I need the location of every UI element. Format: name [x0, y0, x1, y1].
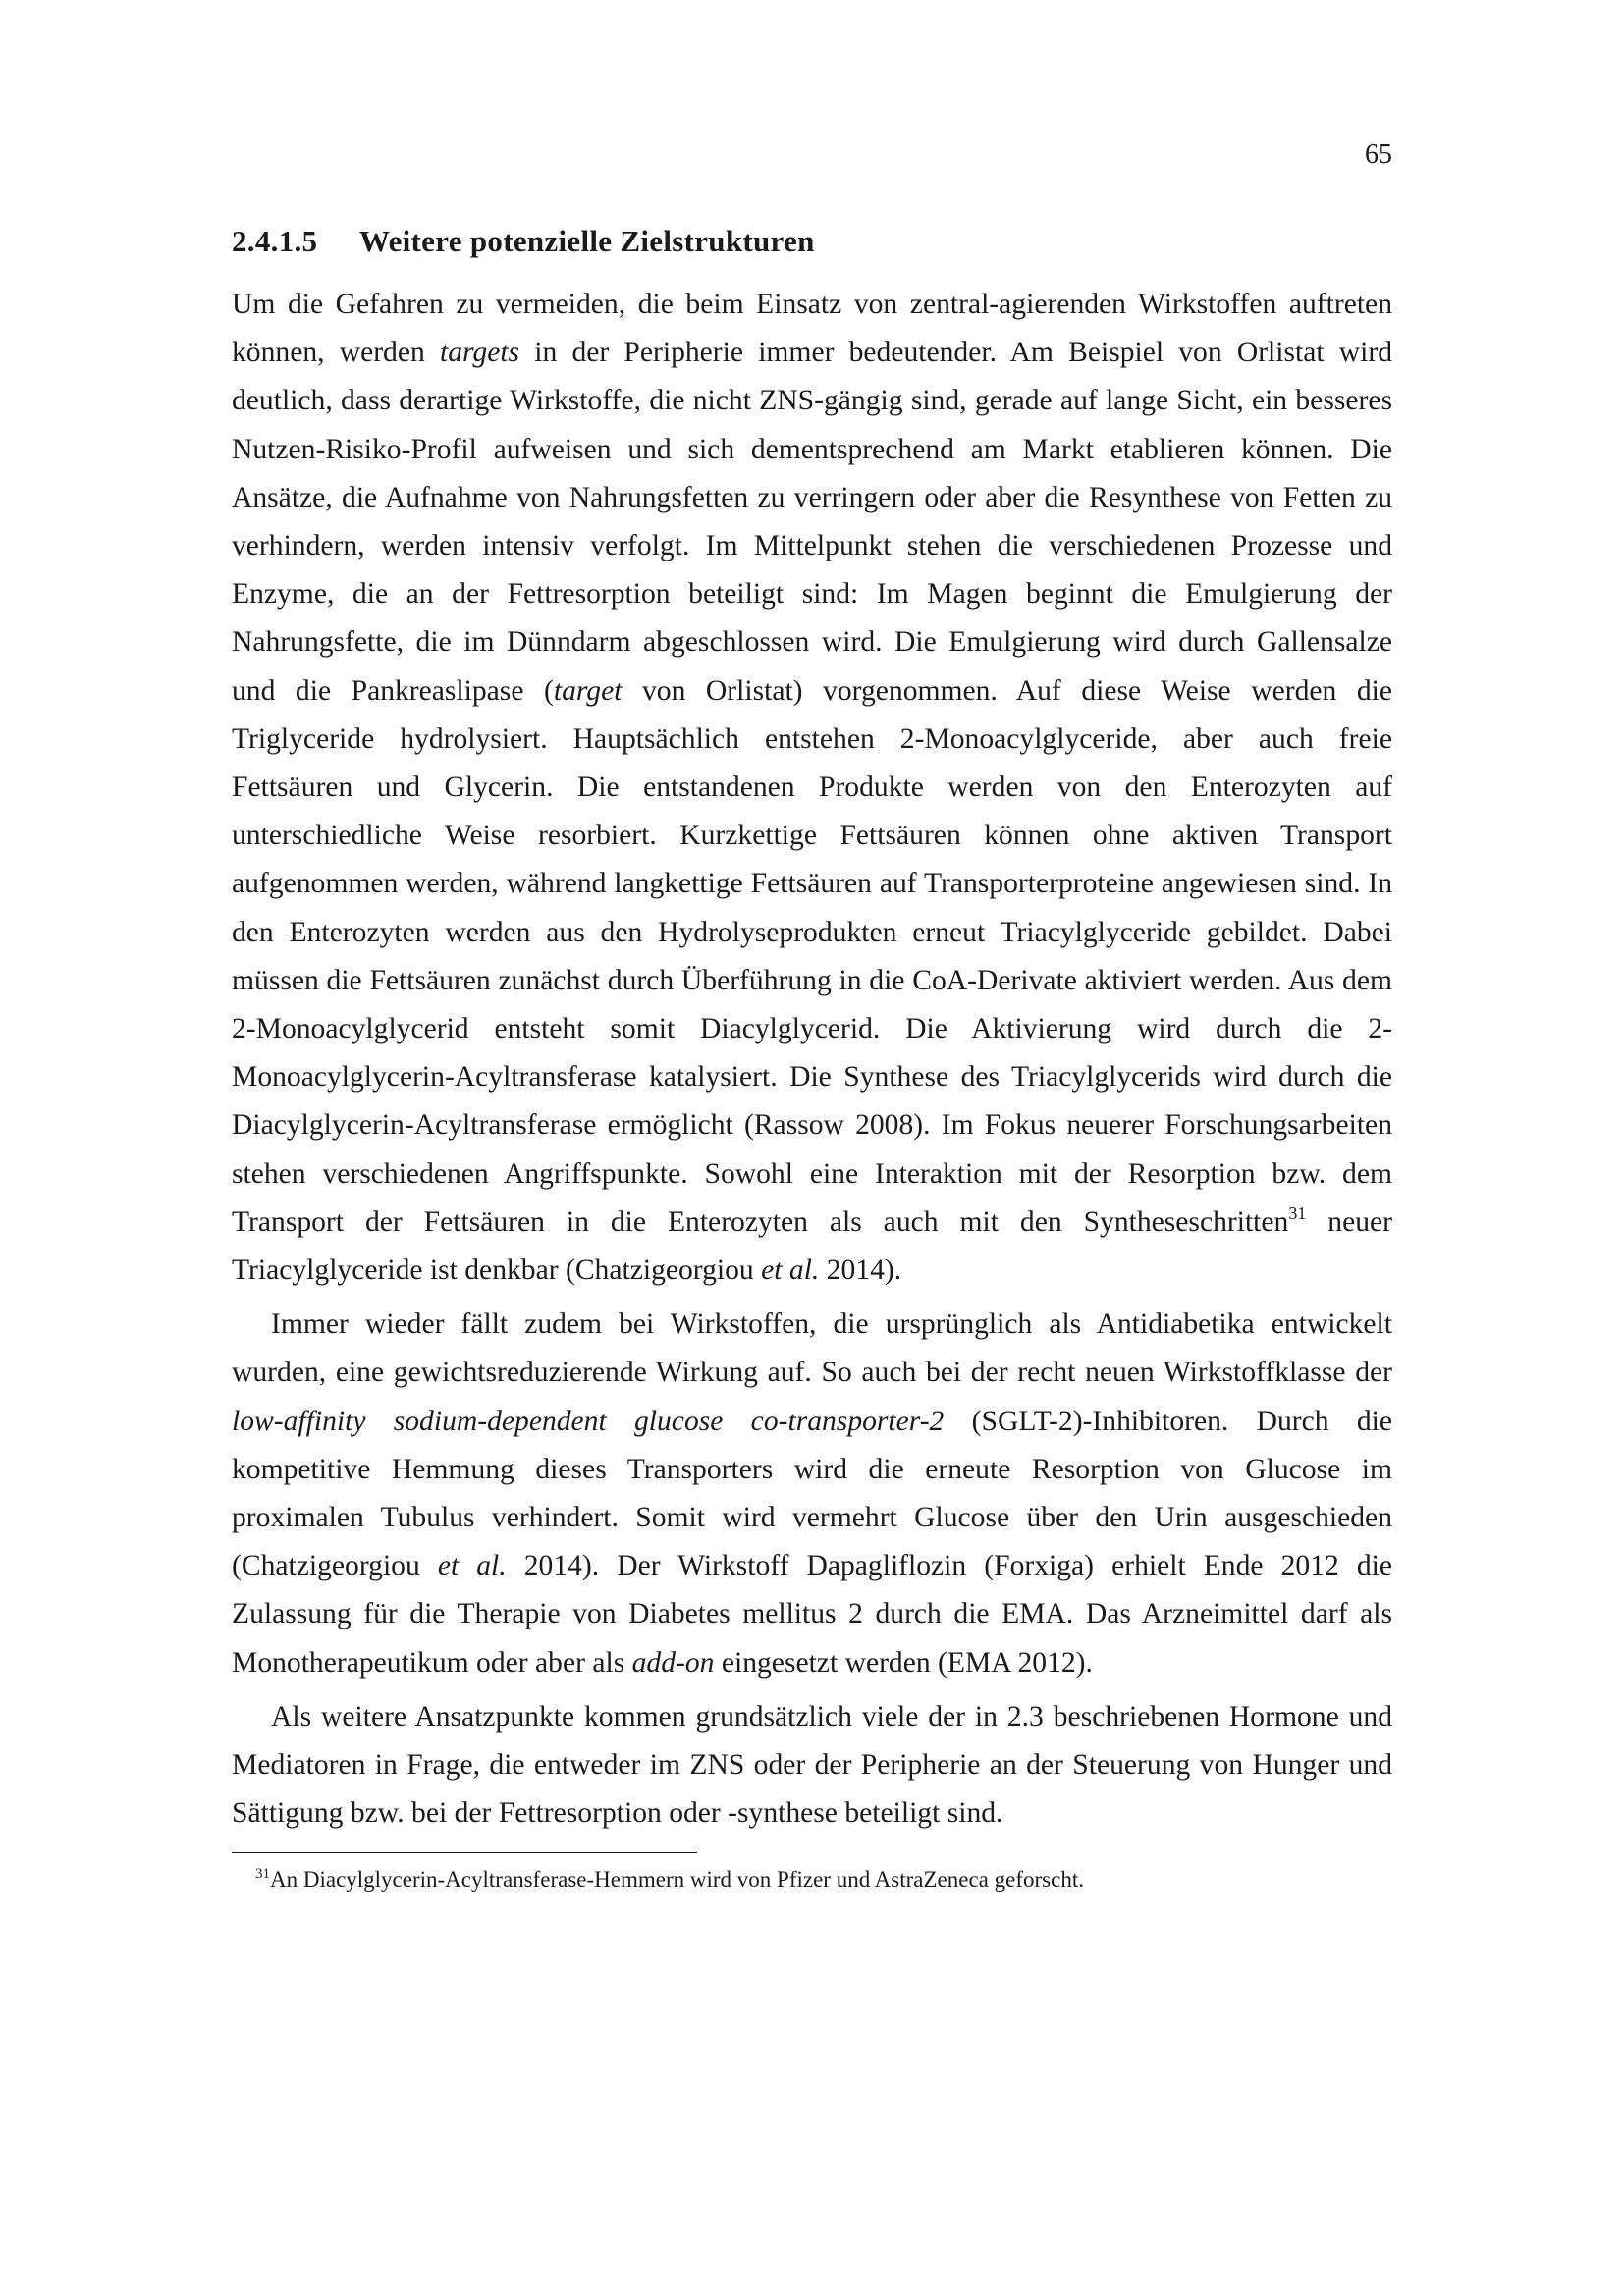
- paragraph-2-emphasis: low-affinity sodium-dependent glucose co-transporter-2: [232, 1405, 945, 1437]
- paragraph-1-text: neuer Triacylglyceride ist denkbar (Chatzigeorgiou: [232, 1205, 1392, 1287]
- page-number: 65: [1365, 139, 1392, 170]
- paragraph-1-text: Um die Gefahren zu vermeiden, die beim Einsatz von zentral-agierenden Wirkstoffen auftreten können, werden: [232, 289, 1392, 369]
- paragraph-2-emphasis: et al.: [437, 1550, 507, 1582]
- paragraph-1-emphasis: et al.: [761, 1255, 820, 1287]
- paragraph-1-emphasis: target: [553, 674, 623, 707]
- paragraph-1-text: 2014).: [819, 1255, 902, 1287]
- paragraph-2-text: 2014). Der Wirkstoff Dapagliflozin (Forxiga) erhielt Ende 2012 die Zulassung für die Therapie von Diabetes mellitus 2 durch die EMA. Das Arzneimittel darf als Monotherapeutikum oder aber als: [232, 1550, 1392, 1679]
- paragraph-2-text: Immer wieder fällt zudem bei Wirkstoffen, die ursprünglich als Antidiabetika entwickelt wurden, eine gewichtsreduzierende Wirkung auf. So auch bei der recht neuen Wirkstoffklasse der: [232, 1308, 1392, 1389]
- paragraph-2: [232, 1301, 1392, 1687]
- footnote-text: An Diacylglycerin-Acyltransferase-Hemmern wird von Pfizer und AstraZeneca geforscht.: [270, 1866, 1084, 1892]
- section-number: 2.4.1.5: [232, 224, 318, 258]
- paragraph-2-text: (SGLT-2)-Inhibitoren. Durch die kompetitive Hemmung dieses Transporters wird die erneute Resorption von Glucose im proximalen Tubulus verhindert. Somit wird vermehrt Glucose über den Urin ausgeschieden (Chatzigeorgiou: [232, 1405, 1392, 1582]
- page-content: [232, 224, 1392, 1896]
- section-heading: [232, 224, 1392, 259]
- paragraph-1-emphasis: targets: [439, 337, 520, 369]
- paragraph-1-text: in der Peripherie immer bedeutender. Am Beispiel von Orlistat wird deutlich, dass derartige Wirkstoffe, die nicht ZNS-gängig sind, gerade auf lange Sicht, ein besseres Nutzen-Risiko-Profil aufweisen und sich dementsprechend am Markt etablieren können. Die Ansätze, die Aufnahme von Nahrungsfetten zu verringern oder aber die Resynthese von Fetten zu verhindern, werden intensiv verfolgt. Im Mittelpunkt stehen die verschiedenen Prozesse und Enzyme, die an der Fettresorption beteiligt sind: Im Magen beginnt die Emulgierung der Nahrungsfette, die im Dünndarm abgeschlossen wird. Die Emulgierung wird durch Gallensalze und die Pankreaslipase (: [232, 337, 1393, 707]
- paragraph-1-text: von Orlistat) vorgenommen. Auf diese Weise werden die Triglyceride hydrolysiert. Hauptsächlich entstehen 2-Monoacylglyceride, aber auch freie Fettsäuren und Glycerin. Die entstandenen Produkte werden von den Enterozyten auf unterschiedliche Weise resorbiert. Kurzkettige Fettsäuren können ohne aktiven Transport aufgenommen werden, während langkettige Fettsäuren auf Transporterproteine angewiesen sind. In den Enterozyten werden aus den Hydrolyseprodukten erneut Triacylglyceride gebildet. Dabei müssen die Fettsäuren zunächst durch Überführung in die CoA-Derivate aktiviert werden. Aus dem 2-Monoacylglycerid entsteht somit Diacylglycerid. Die Aktivierung wird durch die 2-Monoacylglycerin-Acyltransferase katalysiert. Die Synthese des Triacylglycerids wird durch die Diacylglycerin-Acyltransferase ermöglicht (Rassow 2008). Im Fokus neuerer Forschungsarbeiten stehen verschiedenen Angriffspunkte. Sowohl eine Interaktion mit der Resorption bzw. dem Transport der Fettsäuren in die Enterozyten als auch mit den Syntheseschritten: [232, 674, 1392, 1238]
- paragraph-3: Als weitere Ansatzpunkte kommen grundsätzlich viele der in 2.3 beschriebenen Hormone und Mediatoren in Frage, die entweder im ZNS oder der Peripherie an der Steuerung von Hunger und Sättigung bzw. bei der Fettresorption oder -synthese beteiligt sind.: [232, 1700, 1392, 1830]
- paragraph-2-text: eingesetzt werden (EMA 2012).: [714, 1646, 1093, 1679]
- section-title: Weitere potenzielle Zielstrukturen: [359, 224, 815, 258]
- paragraph-2-emphasis: add-on: [631, 1646, 715, 1679]
- footnote: [232, 1863, 1392, 1896]
- footnote-divider: [232, 1852, 697, 1853]
- paragraph-1: [232, 281, 1392, 1295]
- footnote-reference[interactable]: 31: [1288, 1202, 1307, 1223]
- footnote-number: 31: [255, 1865, 270, 1882]
